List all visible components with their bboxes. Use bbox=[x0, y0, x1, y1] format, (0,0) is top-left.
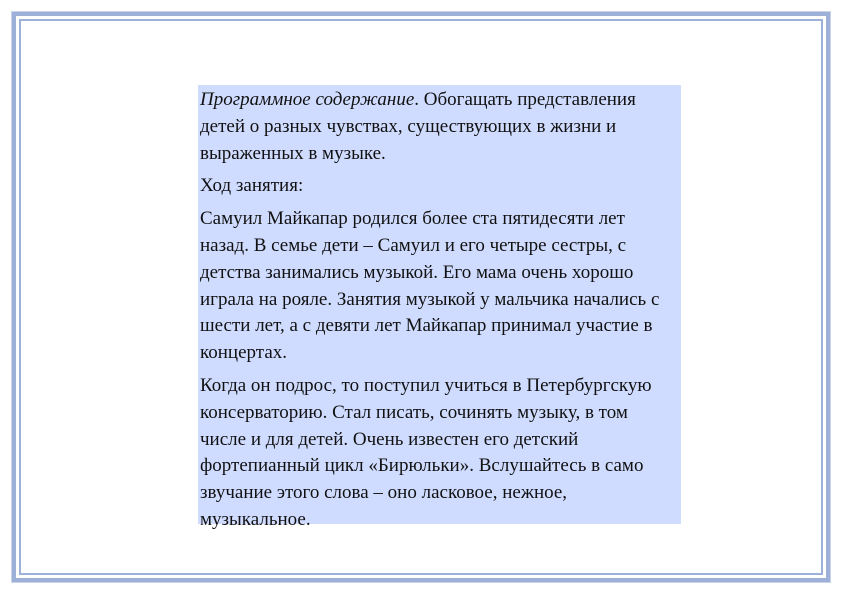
intro-label: Программное содержание bbox=[200, 89, 415, 110]
paragraph-1: Самуил Майкапар родился более ста пятидесяти лет назад. В семье дети – Самуил и его четыре сестры, с детства занимались музыкой. Его мама очень хорошо играла на рояле. Занятия музыкой у мальчика начались с шести лет, а с девяти лет Майкапар принимал участие в концертах. bbox=[200, 208, 660, 364]
intro-paragraph bbox=[200, 87, 675, 167]
intro-text: . Обогащать представления детей о разных чувствах, существующих в жизни и выраженных в музыке. bbox=[200, 89, 636, 164]
text-block bbox=[198, 85, 681, 530]
paragraph-2: Когда он подрос, то поступил учиться в Петербургскую консерваторию. Стал писать, сочинять музыку, в том числе и для детей. Очень известен его детский фортепианный цикл «Бирюльки». Вслушайтесь в само звучание этого слова – оно ласковое, нежное, музыкальное. bbox=[200, 374, 652, 530]
lesson-heading: Ход занятия: bbox=[200, 175, 304, 197]
